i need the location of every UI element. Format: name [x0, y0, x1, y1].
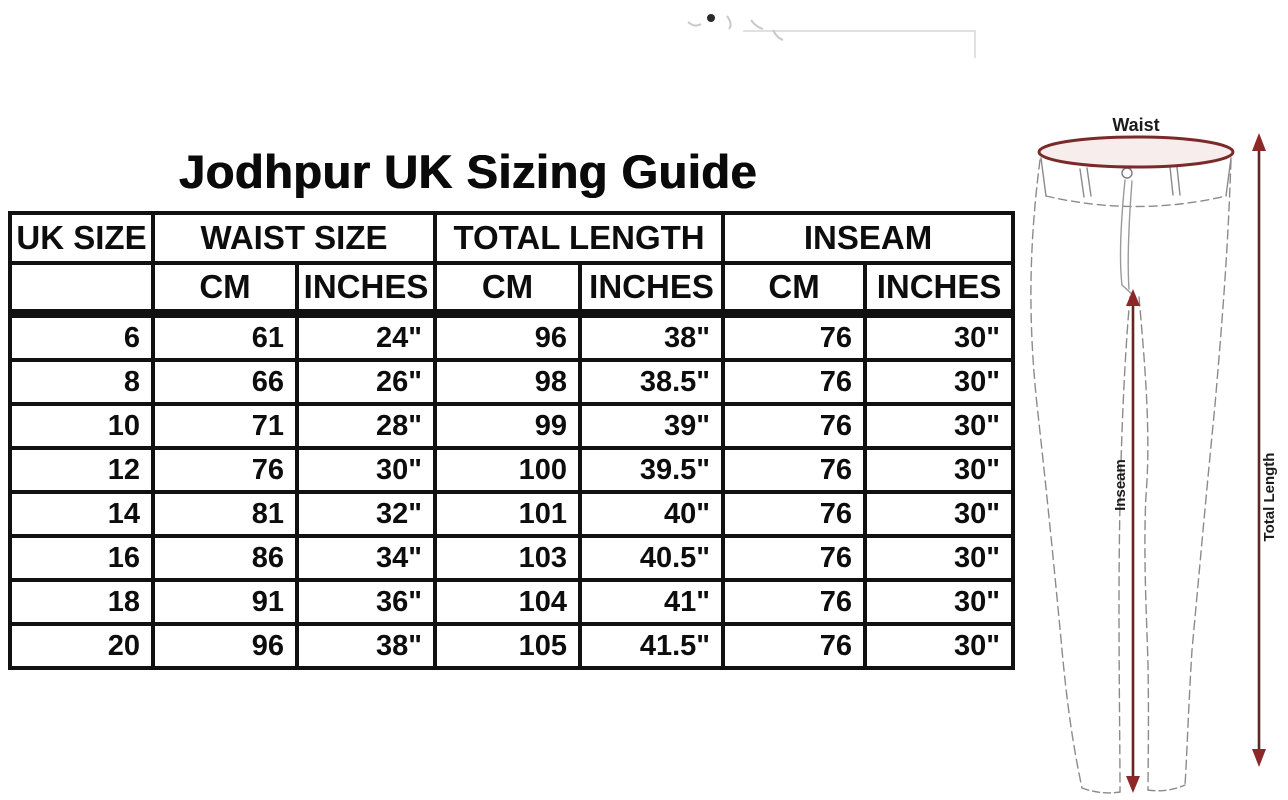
cell-waist-cm: 96 — [153, 624, 297, 668]
cell-length-inches: 38" — [580, 314, 723, 361]
header-waist-size: WAIST SIZE — [153, 213, 435, 263]
cell-waist-inches: 38" — [297, 624, 435, 668]
cell-uk-size: 6 — [10, 314, 153, 361]
cell-inseam-inches: 30" — [865, 492, 1013, 536]
cell-waist-cm: 76 — [153, 448, 297, 492]
cell-waist-cm: 81 — [153, 492, 297, 536]
faint-crop-artifact — [615, 0, 1288, 70]
waistband-bottom — [1046, 196, 1226, 207]
total-length-arrowhead-down — [1252, 749, 1266, 767]
table-row — [10, 314, 1013, 361]
cell-length-inches: 40.5" — [580, 536, 723, 580]
table-row — [10, 624, 1013, 668]
waist-label: Waist — [1112, 115, 1160, 135]
cell-waist-inches: 26" — [297, 360, 435, 404]
total-length-arrowhead-up — [1252, 133, 1266, 151]
faint-dot — [707, 14, 715, 22]
belt-loop-right — [1170, 167, 1180, 195]
table-row — [10, 448, 1013, 492]
cell-inseam-cm: 76 — [723, 448, 865, 492]
cell-length-cm: 98 — [435, 360, 580, 404]
cell-length-inches: 38.5" — [580, 360, 723, 404]
table-row — [10, 404, 1013, 448]
inseam-label: Inseam — [1112, 459, 1129, 511]
cell-inseam-cm: 76 — [723, 360, 865, 404]
cell-waist-inches: 30" — [297, 448, 435, 492]
cell-waist-inches: 36" — [297, 580, 435, 624]
cell-inseam-inches: 30" — [865, 580, 1013, 624]
cell-length-cm: 96 — [435, 314, 580, 361]
subheader-length-inches: INCHES — [580, 263, 723, 314]
inseam-arrow — [1126, 289, 1140, 793]
inner-seam-right — [1139, 297, 1148, 790]
cell-uk-size: 20 — [10, 624, 153, 668]
cell-length-inches: 41" — [580, 580, 723, 624]
cell-uk-size: 16 — [10, 536, 153, 580]
waistband-side-left — [1041, 158, 1046, 196]
faint-box-outline — [743, 31, 975, 58]
table-header-row — [10, 213, 1013, 263]
table-row — [10, 492, 1013, 536]
outer-seam-left — [1031, 160, 1082, 788]
trouser-sketch — [1031, 158, 1231, 793]
total-length-label: Total Length — [1261, 452, 1278, 542]
outer-seam-right — [1185, 160, 1231, 785]
cell-inseam-inches: 30" — [865, 624, 1013, 668]
inner-seam-left — [1119, 297, 1130, 792]
cell-waist-cm: 61 — [153, 314, 297, 361]
cell-uk-size: 14 — [10, 492, 153, 536]
cell-length-cm: 103 — [435, 536, 580, 580]
fly-line-right — [1128, 181, 1132, 289]
cell-length-cm: 99 — [435, 404, 580, 448]
waist-ellipse — [1039, 137, 1233, 167]
belt-loop-left — [1080, 168, 1091, 197]
table-row — [10, 360, 1013, 404]
cell-uk-size: 12 — [10, 448, 153, 492]
subheader-waist-cm: CM — [153, 263, 297, 314]
cell-uk-size: 8 — [10, 360, 153, 404]
table-row — [10, 580, 1013, 624]
cell-length-inches: 39.5" — [580, 448, 723, 492]
subheader-waist-inches: INCHES — [297, 263, 435, 314]
cell-waist-cm: 66 — [153, 360, 297, 404]
cell-length-cm: 104 — [435, 580, 580, 624]
cell-uk-size: 10 — [10, 404, 153, 448]
hem-right — [1148, 785, 1185, 791]
cell-inseam-inches: 30" — [865, 314, 1013, 361]
cell-inseam-cm: 76 — [723, 536, 865, 580]
header-uk-size: UK SIZE — [10, 213, 153, 263]
page-title: Jodhpur UK Sizing Guide — [178, 145, 758, 198]
cell-inseam-cm: 76 — [723, 404, 865, 448]
cell-waist-cm: 86 — [153, 536, 297, 580]
inseam-arrowhead-up — [1126, 289, 1140, 306]
subheader-inseam-cm: CM — [723, 263, 865, 314]
cell-inseam-cm: 76 — [723, 314, 865, 361]
cell-length-cm: 105 — [435, 624, 580, 668]
cell-uk-size: 18 — [10, 580, 153, 624]
sizing-table — [8, 211, 1015, 670]
button — [1122, 168, 1132, 178]
subheader-blank — [10, 263, 153, 314]
faint-scribble — [688, 16, 783, 40]
cell-inseam-inches: 30" — [865, 404, 1013, 448]
cell-waist-inches: 28" — [297, 404, 435, 448]
cell-length-inches: 40" — [580, 492, 723, 536]
cell-waist-inches: 34" — [297, 536, 435, 580]
hem-left — [1082, 788, 1120, 793]
cell-waist-inches: 24" — [297, 314, 435, 361]
cell-length-cm: 101 — [435, 492, 580, 536]
header-total-length: TOTAL LENGTH — [435, 213, 723, 263]
subheader-length-cm: CM — [435, 263, 580, 314]
jodhpur-diagram — [1015, 105, 1288, 800]
subheader-inseam-inches: INCHES — [865, 263, 1013, 314]
total-length-arrow — [1252, 133, 1266, 767]
cell-waist-cm: 71 — [153, 404, 297, 448]
table-row — [10, 536, 1013, 580]
cell-length-inches: 41.5" — [580, 624, 723, 668]
cell-waist-cm: 91 — [153, 580, 297, 624]
table-subheader-row — [10, 263, 1013, 314]
cell-inseam-inches: 30" — [865, 536, 1013, 580]
cell-waist-inches: 32" — [297, 492, 435, 536]
cell-inseam-inches: 30" — [865, 360, 1013, 404]
cell-inseam-cm: 76 — [723, 492, 865, 536]
inseam-arrowhead-down — [1126, 776, 1140, 793]
cell-inseam-cm: 76 — [723, 624, 865, 668]
cell-length-cm: 100 — [435, 448, 580, 492]
cell-inseam-inches: 30" — [865, 448, 1013, 492]
cell-inseam-cm: 76 — [723, 580, 865, 624]
cell-length-inches: 39" — [580, 404, 723, 448]
header-inseam: INSEAM — [723, 213, 1013, 263]
